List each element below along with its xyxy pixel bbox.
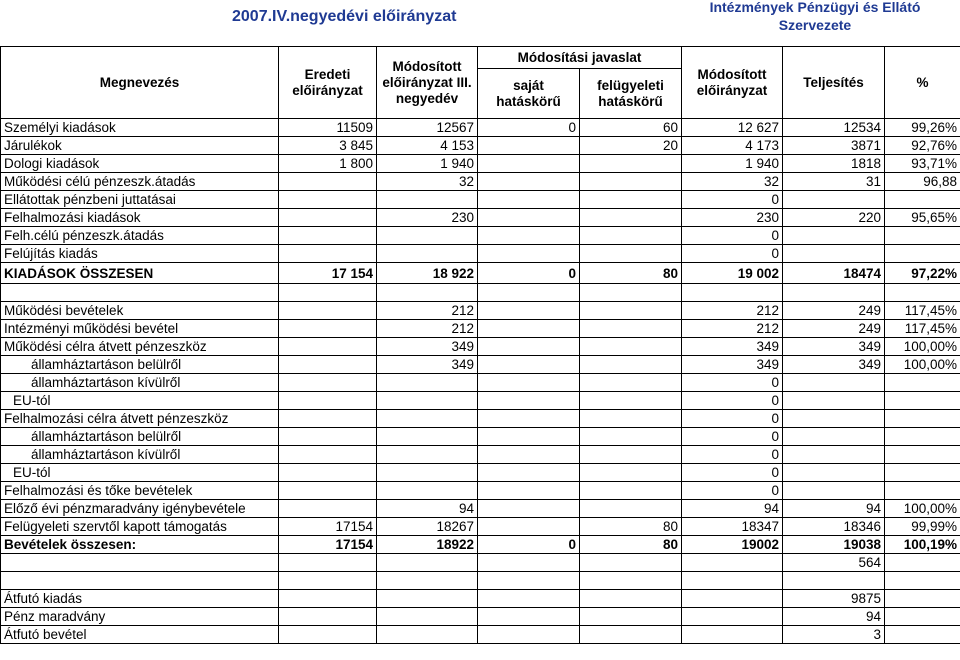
- cell-percent: 99,99%: [885, 518, 960, 536]
- header-line: Módosított: [392, 58, 462, 74]
- cell-modified: 18347: [682, 518, 783, 536]
- cell-modified: 94: [682, 500, 783, 518]
- table-row: [1, 410, 960, 428]
- cell-performance: [783, 482, 885, 500]
- table-row: [1, 137, 960, 155]
- cell-supervisory: [580, 356, 682, 374]
- table-row: [1, 608, 960, 626]
- cell-performance: [783, 428, 885, 446]
- cell-supervisory: [580, 338, 682, 356]
- cell-modified-q3: 32: [377, 173, 478, 191]
- cell-modified-q3: [377, 245, 478, 263]
- empty-cell: [279, 572, 377, 590]
- cell-supervisory: 60: [580, 119, 682, 137]
- empty-cell: [580, 590, 682, 608]
- cell-modified-q3: 349: [377, 356, 478, 374]
- table-row: [1, 428, 960, 446]
- report-title: 2007.IV.negyedévi előirányzat: [232, 8, 457, 25]
- cell-performance: 19038: [783, 536, 885, 554]
- table-row: [1, 518, 960, 536]
- cell-performance: 349: [783, 356, 885, 374]
- cell-original: [279, 320, 377, 338]
- cell-percent: 92,76%: [885, 137, 960, 155]
- cell-supervisory: [580, 482, 682, 500]
- empty-cell: [885, 590, 960, 608]
- cell-performance: 3871: [783, 137, 885, 155]
- table-row: [1, 320, 960, 338]
- cell-modified: 0: [682, 191, 783, 209]
- cell-performance: [783, 410, 885, 428]
- cell-supervisory: [580, 410, 682, 428]
- cell-own: 0: [478, 536, 580, 554]
- cell-original: 17 154: [279, 263, 377, 284]
- row-label: államháztartáson belülről: [1, 428, 279, 446]
- cell-percent: [885, 464, 960, 482]
- table-row: [1, 536, 960, 554]
- cell-own: [478, 227, 580, 245]
- institution-name-line1: Intézmények Pénzügyi és Ellátó: [709, 0, 921, 15]
- cell-original: [279, 392, 377, 410]
- cell-performance: [783, 374, 885, 392]
- cell-own: 0: [478, 263, 580, 284]
- row-label: Felhalmozási célra átvett pénzeszköz: [1, 410, 279, 428]
- cell-performance: 12534: [783, 119, 885, 137]
- cell-supervisory: 80: [580, 536, 682, 554]
- cell-modified-q3: 4 153: [377, 137, 478, 155]
- table-row: [1, 590, 960, 608]
- institution-name: [690, 0, 940, 34]
- cell-original: [279, 302, 377, 320]
- cell-modified-q3: 12567: [377, 119, 478, 137]
- cell-original: [279, 209, 377, 227]
- table-row: [1, 245, 960, 263]
- empty-cell: [682, 554, 783, 572]
- empty-cell: [682, 572, 783, 590]
- cell-performance: 94: [783, 500, 885, 518]
- cell-modified: 0: [682, 374, 783, 392]
- empty-cell: [580, 626, 682, 644]
- empty-cell: [682, 608, 783, 626]
- cell-percent: [885, 482, 960, 500]
- cell-modified-q3: [377, 191, 478, 209]
- cell-modified-q3: 94: [377, 500, 478, 518]
- empty-cell: [279, 554, 377, 572]
- cell-modified: 12 627: [682, 119, 783, 137]
- empty-cell: [580, 608, 682, 626]
- table-row: [1, 482, 960, 500]
- cell-modified-q3: [377, 374, 478, 392]
- cell-original: [279, 338, 377, 356]
- cell-percent: 117,45%: [885, 320, 960, 338]
- row-label: Dologi kiadások: [1, 155, 279, 173]
- row-label: Működési célra átvett pénzeszköz: [1, 338, 279, 356]
- cell-own: [478, 338, 580, 356]
- empty-cell: [478, 572, 580, 590]
- cell-modified: 230: [682, 209, 783, 227]
- table-row: [1, 263, 960, 284]
- cell-supervisory: 20: [580, 137, 682, 155]
- cell-supervisory: [580, 227, 682, 245]
- column-header-modified-q3: [377, 47, 478, 119]
- cell-percent: [885, 428, 960, 446]
- cell-own: [478, 428, 580, 446]
- empty-cell: [377, 590, 478, 608]
- cell-original: [279, 464, 377, 482]
- row-label: Járulékok: [1, 137, 279, 155]
- cell-own: [478, 173, 580, 191]
- cell-supervisory: [580, 374, 682, 392]
- column-header-percent: %: [885, 47, 960, 119]
- cell-performance: 9875: [783, 590, 885, 608]
- cell-own: [478, 302, 580, 320]
- row-label: KIADÁSOK ÖSSZESEN: [1, 263, 279, 284]
- cell-percent: [885, 446, 960, 464]
- cell-modified: 0: [682, 482, 783, 500]
- cell-original: 17154: [279, 518, 377, 536]
- table-row: [1, 500, 960, 518]
- cell-modified: 19002: [682, 536, 783, 554]
- table-row: [1, 626, 960, 644]
- cell-original: [279, 446, 377, 464]
- header-line: Módosított: [697, 66, 767, 82]
- cell-modified: 349: [682, 356, 783, 374]
- cell-modified-q3: 1 940: [377, 155, 478, 173]
- cell-supervisory: [580, 302, 682, 320]
- cell-modified-q3: 18267: [377, 518, 478, 536]
- column-header-modified: [682, 47, 783, 119]
- table-row: [1, 209, 960, 227]
- row-label: államháztartáson belülről: [1, 356, 279, 374]
- empty-cell: [580, 554, 682, 572]
- cell-modified: 0: [682, 227, 783, 245]
- cell-supervisory: [580, 392, 682, 410]
- cell-own: [478, 482, 580, 500]
- empty-cell: [279, 284, 377, 302]
- expense-section: [1, 119, 960, 302]
- cell-original: [279, 356, 377, 374]
- cell-modified-q3: [377, 410, 478, 428]
- cell-own: [478, 137, 580, 155]
- cell-own: [478, 374, 580, 392]
- revenue-section: [1, 302, 960, 590]
- cell-supervisory: [580, 209, 682, 227]
- cell-performance: [783, 392, 885, 410]
- cell-percent: [885, 191, 960, 209]
- cell-percent: 97,22%: [885, 263, 960, 284]
- cell-percent: [885, 227, 960, 245]
- cell-modified: 0: [682, 392, 783, 410]
- cell-modified-q3: [377, 428, 478, 446]
- cell-modified-q3: 212: [377, 320, 478, 338]
- header-line: Eredeti: [304, 66, 351, 82]
- cell-original: [279, 482, 377, 500]
- cell-performance: 249: [783, 302, 885, 320]
- cell-performance: [783, 245, 885, 263]
- cell-modified-q3: [377, 446, 478, 464]
- row-label: Átfutó kiadás: [1, 590, 279, 608]
- cell-own: [478, 518, 580, 536]
- row-label: EU-tól: [1, 392, 279, 410]
- empty-cell: [478, 554, 580, 572]
- footer-section: [1, 590, 960, 644]
- cell-percent: 95,65%: [885, 209, 960, 227]
- row-label: Intézményi működési bevétel: [1, 320, 279, 338]
- cell-modified: 0: [682, 428, 783, 446]
- table-row: [1, 227, 960, 245]
- header-line: felügyeleti: [597, 77, 664, 93]
- column-header-supervisory: [580, 69, 682, 119]
- spacer-row: [1, 284, 960, 302]
- empty-cell: [377, 554, 478, 572]
- header-line: előirányzat: [292, 82, 363, 98]
- cell-original: 3 845: [279, 137, 377, 155]
- empty-cell: [377, 284, 478, 302]
- empty-cell: [377, 608, 478, 626]
- table-row: [1, 302, 960, 320]
- empty-cell: [885, 608, 960, 626]
- table-row: [1, 356, 960, 374]
- budget-table: [0, 46, 960, 644]
- header-line: hatáskörű: [598, 93, 663, 109]
- header-line: előirányzat: [696, 82, 768, 98]
- cell-supervisory: [580, 464, 682, 482]
- institution-name-line2: Szervezete: [778, 17, 852, 33]
- row-label: Felh.célú pénzeszk.átadás: [1, 227, 279, 245]
- table-row: [1, 446, 960, 464]
- cell-own: 0: [478, 119, 580, 137]
- spacer-row: [1, 572, 960, 590]
- empty-cell: [783, 572, 885, 590]
- table-row: [1, 119, 960, 137]
- row-label: államháztartáson kívülről: [1, 374, 279, 392]
- cell-percent: 100,00%: [885, 356, 960, 374]
- cell-supervisory: [580, 320, 682, 338]
- row-label: EU-tól: [1, 464, 279, 482]
- empty-cell: [885, 554, 960, 572]
- row-label: államháztartáson kívülről: [1, 446, 279, 464]
- cell-supervisory: [580, 245, 682, 263]
- empty-cell: [279, 626, 377, 644]
- cell-modified: 212: [682, 302, 783, 320]
- empty-cell: [1, 284, 279, 302]
- cell-own: [478, 209, 580, 227]
- cell-percent: 100,00%: [885, 338, 960, 356]
- cell-supervisory: [580, 191, 682, 209]
- empty-cell: [377, 626, 478, 644]
- table-row: [1, 155, 960, 173]
- empty-cell: [580, 284, 682, 302]
- header-line: hatáskörű: [496, 93, 561, 109]
- empty-cell: [1, 554, 279, 572]
- cell-performance: [783, 227, 885, 245]
- cell-supervisory: 80: [580, 518, 682, 536]
- cell-percent: 96,88: [885, 173, 960, 191]
- cell-percent: [885, 245, 960, 263]
- cell-modified: 0: [682, 464, 783, 482]
- table-row: [1, 374, 960, 392]
- cell-original: 1 800: [279, 155, 377, 173]
- cell-original: [279, 173, 377, 191]
- empty-cell: [885, 572, 960, 590]
- cell-original: [279, 500, 377, 518]
- cell-own: [478, 500, 580, 518]
- cell-supervisory: 80: [580, 263, 682, 284]
- row-label: Felügyeleti szervtől kapott támogatás: [1, 518, 279, 536]
- cell-performance: 18346: [783, 518, 885, 536]
- row-label: Működési bevételek: [1, 302, 279, 320]
- row-label: Felújítás kiadás: [1, 245, 279, 263]
- cell-own: [478, 245, 580, 263]
- empty-cell: [478, 608, 580, 626]
- cell-performance: 94: [783, 608, 885, 626]
- cell-supervisory: [580, 173, 682, 191]
- cell-supervisory: [580, 428, 682, 446]
- empty-cell: [377, 572, 478, 590]
- cell-own: [478, 191, 580, 209]
- cell-percent: 100,19%: [885, 536, 960, 554]
- cell-modified-q3: 18922: [377, 536, 478, 554]
- empty-cell: [682, 590, 783, 608]
- difference-row: [1, 554, 960, 572]
- table-header: [1, 47, 960, 119]
- cell-own: [478, 464, 580, 482]
- table-row: [1, 464, 960, 482]
- table-row: [1, 173, 960, 191]
- cell-percent: 117,45%: [885, 302, 960, 320]
- cell-modified: 349: [682, 338, 783, 356]
- cell-performance: 349: [783, 338, 885, 356]
- cell-modified: 19 002: [682, 263, 783, 284]
- cell-modified: 32: [682, 173, 783, 191]
- cell-modified: 4 173: [682, 137, 783, 155]
- empty-cell: [478, 626, 580, 644]
- cell-performance: 3: [783, 626, 885, 644]
- cell-modified: 1 940: [682, 155, 783, 173]
- empty-cell: [885, 626, 960, 644]
- column-header-performance: Teljesítés: [783, 47, 885, 119]
- cell-own: [478, 392, 580, 410]
- cell-original: 17154: [279, 536, 377, 554]
- row-label: Előző évi pénzmaradvány igénybevétele: [1, 500, 279, 518]
- cell-original: [279, 191, 377, 209]
- cell-performance: [783, 191, 885, 209]
- column-header-proposal: Módosítási javaslat: [478, 47, 682, 69]
- cell-original: [279, 374, 377, 392]
- cell-performance: 249: [783, 320, 885, 338]
- cell-own: [478, 320, 580, 338]
- cell-supervisory: [580, 446, 682, 464]
- table-row: [1, 392, 960, 410]
- row-label: Felhalmozási kiadások: [1, 209, 279, 227]
- empty-cell: [279, 590, 377, 608]
- row-label: Pénz maradvány: [1, 608, 279, 626]
- cell-modified-q3: 349: [377, 338, 478, 356]
- table-row: [1, 191, 960, 209]
- header-line: előirányzat III.: [382, 74, 472, 90]
- difference-value: 564: [783, 554, 885, 572]
- cell-modified-q3: [377, 392, 478, 410]
- column-header-original: [279, 47, 377, 119]
- cell-performance: 220: [783, 209, 885, 227]
- cell-performance: [783, 464, 885, 482]
- cell-percent: 93,71%: [885, 155, 960, 173]
- empty-cell: [478, 284, 580, 302]
- cell-own: [478, 356, 580, 374]
- cell-original: [279, 410, 377, 428]
- cell-percent: 99,26%: [885, 119, 960, 137]
- empty-cell: [478, 590, 580, 608]
- cell-original: [279, 428, 377, 446]
- cell-percent: [885, 374, 960, 392]
- cell-modified-q3: 212: [377, 302, 478, 320]
- row-label: Átfutó bevétel: [1, 626, 279, 644]
- table-row: [1, 338, 960, 356]
- header-line: saját: [513, 77, 544, 93]
- cell-modified: 0: [682, 446, 783, 464]
- header-line: negyedév: [395, 90, 459, 106]
- cell-own: [478, 446, 580, 464]
- row-label: Felhalmozási és tőke bevételek: [1, 482, 279, 500]
- cell-modified-q3: 18 922: [377, 263, 478, 284]
- cell-supervisory: [580, 500, 682, 518]
- row-label: Személyi kiadások: [1, 119, 279, 137]
- empty-cell: [279, 608, 377, 626]
- row-label: Működési célú pénzeszk.átadás: [1, 173, 279, 191]
- cell-percent: 100,00%: [885, 500, 960, 518]
- cell-modified: 0: [682, 245, 783, 263]
- column-header-name: Megnevezés: [1, 47, 279, 119]
- cell-modified: 0: [682, 410, 783, 428]
- cell-original: [279, 227, 377, 245]
- cell-modified-q3: 230: [377, 209, 478, 227]
- cell-performance: 1818: [783, 155, 885, 173]
- cell-modified-q3: [377, 227, 478, 245]
- cell-modified-q3: [377, 464, 478, 482]
- cell-original: 11509: [279, 119, 377, 137]
- row-label: Bevételek összesen:: [1, 536, 279, 554]
- cell-percent: [885, 392, 960, 410]
- empty-cell: [1, 572, 279, 590]
- cell-supervisory: [580, 155, 682, 173]
- row-label: Ellátottak pénzbeni juttatásai: [1, 191, 279, 209]
- cell-modified: 212: [682, 320, 783, 338]
- empty-cell: [885, 284, 960, 302]
- cell-performance: 31: [783, 173, 885, 191]
- cell-original: [279, 245, 377, 263]
- empty-cell: [682, 626, 783, 644]
- cell-own: [478, 155, 580, 173]
- empty-cell: [580, 572, 682, 590]
- cell-modified-q3: [377, 482, 478, 500]
- empty-cell: [783, 284, 885, 302]
- cell-own: [478, 410, 580, 428]
- cell-performance: 18474: [783, 263, 885, 284]
- cell-percent: [885, 410, 960, 428]
- empty-cell: [682, 284, 783, 302]
- column-header-own: [478, 69, 580, 119]
- cell-performance: [783, 446, 885, 464]
